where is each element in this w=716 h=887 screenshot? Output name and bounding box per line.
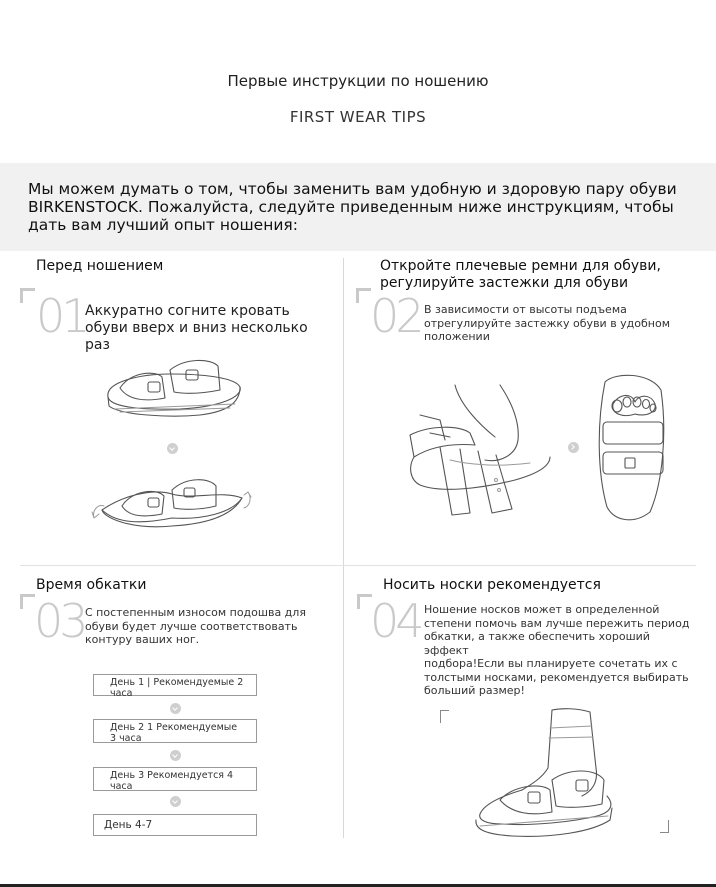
section-02-number: 02: [370, 289, 421, 343]
day-3-box: [93, 767, 257, 791]
desc-line: обкатки, а также обеспечить хороший эффект: [424, 630, 650, 657]
corner-mark: [20, 594, 35, 609]
section-04-heading: Носить носки рекомендуется: [383, 577, 601, 593]
section-01-desc: [85, 303, 325, 354]
section-03-number: 03: [34, 594, 85, 648]
sandal-bend-illustration: [92, 468, 252, 538]
page-title-ru: Первые инструкции по ношению: [227, 72, 489, 90]
desc-line: С постепенным износом подошва для: [85, 606, 306, 619]
intro-text: [28, 180, 688, 234]
section-03-heading: Время обкатки: [36, 577, 147, 593]
chevron-down-icon: [170, 703, 181, 714]
section-04-desc: [424, 603, 694, 698]
frame-corner-top-left: [440, 710, 449, 723]
foot-in-sandal-illustration: [595, 372, 670, 527]
intro-line: Мы можем думать о том, чтобы заменить вам удобную и здоровую пару обуви: [28, 180, 677, 198]
day-line: День 4-7: [104, 819, 153, 831]
desc-line: отрегулируйте застежку обуви в удобном: [424, 316, 671, 330]
row-divider: [20, 565, 696, 566]
intro-line: BIRKENSTOCK. Пожалуйста, следуйте приведенным ниже инструкциям, чтобы: [28, 198, 674, 216]
day-line: 3 часа: [110, 733, 142, 744]
day-line: часа: [110, 688, 133, 699]
day-line: День 2 1 Рекомендуемые: [110, 722, 238, 733]
corner-mark: [20, 288, 35, 303]
section-02-desc: [424, 303, 694, 344]
desc-line: контуру ваших ног.: [85, 633, 200, 646]
frame-corner-bottom-right: [660, 820, 669, 833]
desc-line: степени помочь вам лучше пережить период: [424, 616, 690, 630]
chevron-right-icon: [568, 442, 579, 453]
desc-line: подбора!Если вы планируете сочетать их с: [424, 657, 678, 670]
sock-with-sandal-illustration: [472, 708, 622, 843]
column-divider: [343, 258, 344, 838]
desc-line: Ношение носков может в определенной: [424, 603, 660, 616]
desc-line: толстыми носками, рекомендуется выбирать: [424, 670, 689, 684]
day-4-box: [93, 814, 257, 836]
section-01-heading: Перед ношением: [36, 258, 164, 274]
section-01-number: 01: [36, 289, 87, 343]
chevron-down-icon: [170, 750, 181, 761]
day-1-box: [93, 674, 257, 699]
desc-line: раз: [85, 337, 110, 353]
desc-line: обуви вверх и вниз несколько: [85, 320, 308, 336]
section-04-number: 04: [370, 594, 421, 648]
day-line: часа: [110, 781, 133, 792]
day-line: День 1 | Рекомендуемые 2: [110, 677, 244, 688]
heading-line: Откройте плечевые ремни для обуви,: [380, 258, 661, 274]
heading-line: регулируйте застежки для обуви: [380, 275, 629, 291]
section-03-desc: [85, 606, 325, 647]
chevron-down-icon: [167, 443, 178, 454]
day-line: День 3 Рекомендуется 4: [110, 770, 234, 781]
desc-line: обуви будет лучше соответствовать: [85, 619, 298, 633]
section-02-heading: [380, 258, 700, 292]
desc-line: положении: [424, 330, 490, 343]
desc-line: Аккуратно согните кровать: [85, 303, 290, 319]
intro-line: дать вам лучший опыт ношения:: [28, 216, 298, 234]
page-title-en: FIRST WEAR TIPS: [289, 108, 427, 126]
chevron-down-icon: [170, 796, 181, 807]
desc-line: В зависимости от высоты подъема: [424, 303, 627, 316]
hand-adjusting-strap-illustration: [400, 385, 560, 525]
desc-line: больший размер!: [424, 684, 525, 697]
day-2-box: [93, 719, 257, 743]
sandal-illustration: [100, 352, 250, 427]
corner-mark: [356, 288, 371, 303]
